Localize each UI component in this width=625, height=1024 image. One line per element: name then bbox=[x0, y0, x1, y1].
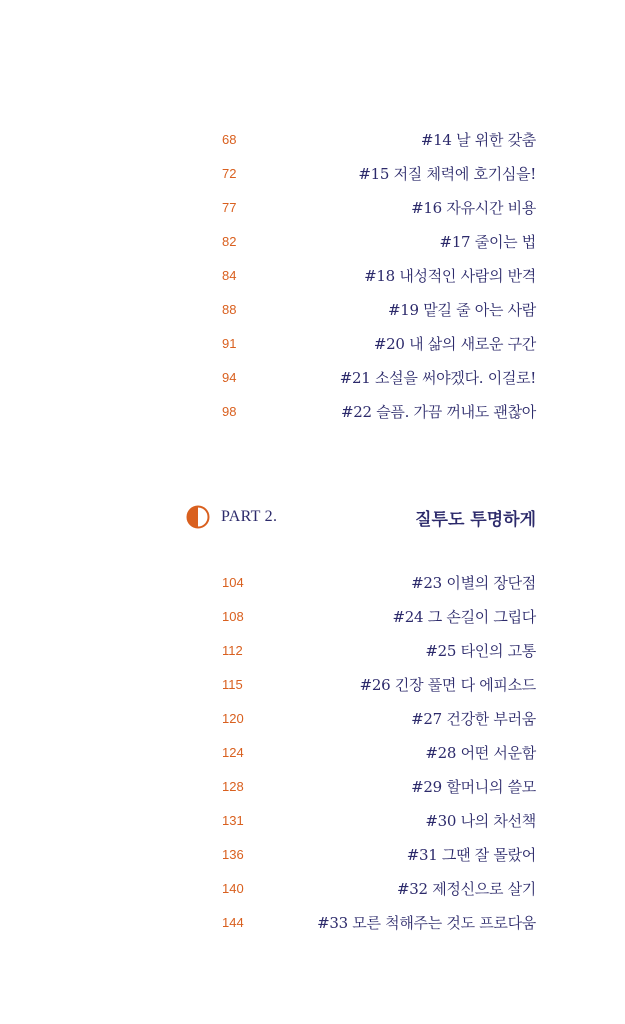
page-number: 120 bbox=[222, 711, 244, 726]
toc-entry[interactable] bbox=[0, 844, 625, 868]
entry-title: #25 타인의 고통 bbox=[425, 642, 536, 660]
toc-entry[interactable] bbox=[0, 163, 625, 187]
toc-entry[interactable] bbox=[0, 606, 625, 630]
toc-entry[interactable] bbox=[0, 708, 625, 732]
entry-title: #26 긴장 풀면 다 에피소드 bbox=[359, 676, 536, 694]
entry-title: #19 맡길 줄 아는 사람 bbox=[388, 301, 536, 319]
entry-title: #24 그 손길이 그립다 bbox=[392, 608, 536, 626]
entry-title: #33 모른 척해주는 것도 프로다움 bbox=[317, 914, 536, 932]
page-number: 131 bbox=[222, 813, 244, 828]
toc-entry[interactable] bbox=[0, 810, 625, 834]
part-label: PART 2. bbox=[221, 508, 278, 525]
entry-title: #23 이별의 장단점 bbox=[411, 574, 536, 592]
page-number: 136 bbox=[222, 847, 244, 862]
page-number: 115 bbox=[222, 677, 243, 692]
toc-entry[interactable] bbox=[0, 265, 625, 289]
toc-entry[interactable] bbox=[0, 776, 625, 800]
toc-entry[interactable] bbox=[0, 367, 625, 391]
page-number: 77 bbox=[222, 200, 237, 215]
part-title: 질투도 투명하게 bbox=[415, 510, 536, 530]
entry-title: #21 소설을 써야겠다. 이걸로! bbox=[339, 369, 536, 387]
entry-title: #29 할머니의 쓸모 bbox=[411, 778, 536, 796]
page-number: 98 bbox=[222, 404, 237, 419]
page-number: 88 bbox=[222, 302, 237, 317]
page-number: 72 bbox=[222, 166, 237, 181]
toc-entry[interactable] bbox=[0, 129, 625, 153]
page-number: 91 bbox=[222, 336, 237, 351]
page-number: 68 bbox=[222, 132, 237, 147]
toc-entry[interactable] bbox=[0, 572, 625, 596]
page-number: 94 bbox=[222, 370, 237, 385]
entry-title: #27 건강한 부러움 bbox=[411, 710, 536, 728]
page-number: 144 bbox=[222, 915, 244, 930]
page-number: 104 bbox=[222, 575, 244, 590]
page-number: 108 bbox=[222, 609, 244, 624]
entry-title: #16 자유시간 비용 bbox=[411, 199, 536, 217]
page-number: 112 bbox=[222, 643, 243, 658]
entry-title: #14 날 위한 갖춤 bbox=[420, 131, 536, 149]
toc-entry[interactable] bbox=[0, 333, 625, 357]
entry-title: #31 그땐 잘 몰랐어 bbox=[406, 846, 536, 864]
toc-entry[interactable] bbox=[0, 640, 625, 664]
entry-title: #15 저질 체력에 호기심을! bbox=[358, 165, 536, 183]
entry-title: #18 내성적인 사람의 반격 bbox=[364, 267, 536, 285]
toc-entry[interactable] bbox=[0, 912, 625, 936]
entry-title: #22 슬픔. 가끔 꺼내도 괜찮아 bbox=[341, 403, 536, 421]
toc-entry[interactable] bbox=[0, 742, 625, 766]
toc-entry[interactable] bbox=[0, 299, 625, 323]
toc-entry[interactable] bbox=[0, 878, 625, 902]
entry-title: #20 내 삶의 새로운 구간 bbox=[373, 335, 536, 353]
page-number: 84 bbox=[222, 268, 237, 283]
toc-entry[interactable] bbox=[0, 231, 625, 255]
entry-title: #17 줄이는 법 bbox=[439, 233, 536, 251]
page-number: 128 bbox=[222, 779, 244, 794]
toc-entry[interactable] bbox=[0, 674, 625, 698]
page-number: 140 bbox=[222, 881, 244, 896]
toc-entry[interactable] bbox=[0, 401, 625, 425]
half-circle-icon bbox=[186, 505, 210, 529]
page-number: 82 bbox=[222, 234, 237, 249]
entry-title: #30 나의 차선책 bbox=[425, 812, 536, 830]
toc-entry[interactable] bbox=[0, 197, 625, 221]
page-number: 124 bbox=[222, 745, 244, 760]
entry-title: #28 어떤 서운함 bbox=[425, 744, 536, 762]
part-header[interactable] bbox=[0, 502, 625, 532]
entry-title: #32 제정신으로 살기 bbox=[396, 880, 536, 898]
